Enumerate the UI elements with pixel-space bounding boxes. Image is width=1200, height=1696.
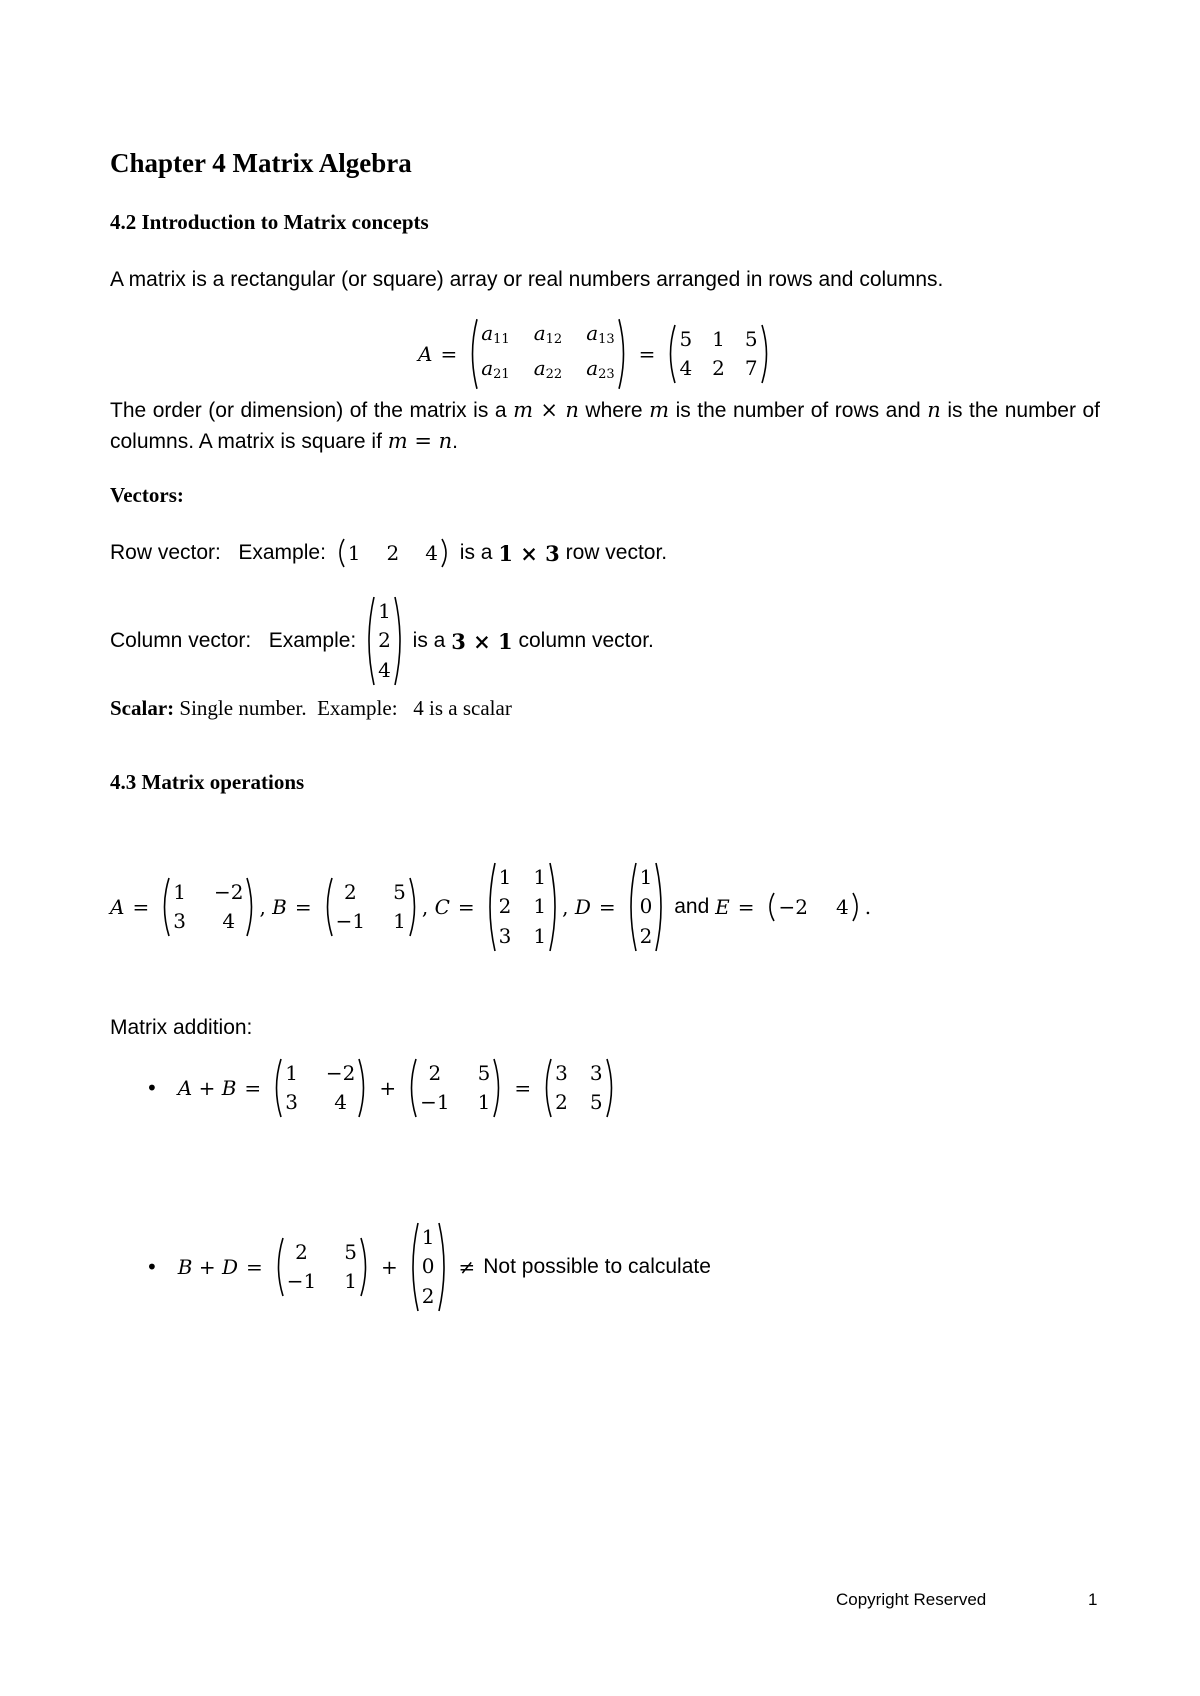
matrix-cell: 5 — [679, 327, 693, 351]
addition-2-line: • B + D = 2 5 −1 1 + 1 0 2 ≠ Not possible to calculate — [146, 1222, 711, 1312]
order-m-eq-n: m = n — [387, 429, 453, 453]
footer-copyright: Copyright Reserved — [836, 1590, 987, 1609]
matrix-A-symbol: A — [418, 342, 433, 366]
scalar-text: Single number. Example: 4 is a scalar — [174, 696, 512, 720]
matrix-cell: 1 — [498, 865, 512, 889]
column-vector-suffix-1: is a — [406, 629, 452, 652]
matrix-cell: 1 — [712, 327, 725, 351]
row-vector-suffix-1: is a — [453, 541, 499, 564]
matrix-cell: −2 — [325, 1061, 356, 1085]
bullet-icon: • — [146, 1076, 158, 1100]
matrix-D — [626, 862, 667, 952]
def-C-equals: = — [457, 895, 475, 919]
addition-1-lhs: A + B — [177, 1076, 237, 1100]
matrix-C — [485, 862, 560, 952]
order-m: m — [649, 398, 670, 422]
matrix-cell: 0 — [639, 894, 653, 919]
order-text-3: is the number of rows and — [669, 399, 928, 422]
matrix-addition-label: Matrix addition: — [110, 1016, 253, 1039]
def-B-symbol: B — [272, 895, 287, 919]
addition-2-note: Not possible to calculate — [483, 1255, 711, 1278]
matrix-cell: 1 — [421, 1225, 435, 1249]
matrix-cell: 1 — [393, 909, 406, 933]
order-paragraph — [110, 395, 1100, 457]
def-E-symbol: E — [715, 895, 730, 919]
order-mxn: m × n — [513, 398, 579, 422]
matrix-definition: A matrix is a rectangular (or square) array or real numbers arranged in rows and columns. — [110, 268, 944, 291]
matrix-cell: $a_{13}$ — [586, 321, 615, 347]
matrix-cell: 2 — [498, 894, 512, 919]
matrix-cell: 3 — [173, 909, 186, 933]
matrix-cell: 4 — [835, 895, 849, 919]
matrix-cell: 3 — [285, 1090, 298, 1114]
matrix-cell: 4 — [334, 1090, 348, 1114]
addition-2-matrix-B — [273, 1237, 371, 1297]
matrix-cell: 1 — [378, 599, 391, 623]
column-vector-line — [110, 596, 654, 686]
matrix-cell: 2 — [386, 541, 400, 565]
matrix-cell: −1 — [335, 909, 366, 933]
matrix-cell: 1 — [533, 923, 547, 948]
matrix-example-equation — [418, 318, 774, 390]
section-heading-4-3: 4.3 Matrix operations — [110, 770, 305, 794]
matrix-cell: 2 — [421, 1283, 435, 1308]
symbolic-matrix — [467, 318, 628, 390]
matrix-cell: $a_{11}$ — [481, 321, 510, 347]
row-vector-line — [110, 538, 667, 568]
vectors-label: Vectors: — [110, 483, 184, 507]
matrix-cell: $a_{22}$ — [533, 356, 563, 382]
matrix-cell: −1 — [420, 1090, 450, 1114]
matrix-cell: 5 — [589, 1090, 603, 1114]
matrix-cell: 2 — [295, 1240, 308, 1264]
row-vector-label: Row vector: Example: — [110, 541, 332, 564]
section-heading-4-2: 4.2 Introduction to Matrix concepts — [110, 210, 429, 234]
addition-1-matrix-B — [406, 1058, 504, 1118]
matrix-cell: 1 — [639, 865, 653, 889]
matrix-cell: 1 — [173, 880, 186, 904]
matrix-cell: 3 — [589, 1061, 603, 1085]
column-vector-label: Column vector: Example: — [110, 629, 363, 652]
order-n: n — [927, 398, 941, 422]
column-vector-suffix-2: column vector. — [512, 629, 654, 652]
matrix-cell: 5 — [344, 1240, 357, 1264]
matrix-cell: 4 — [378, 657, 391, 682]
matrix-cell: 2 — [378, 628, 391, 653]
def-B-equals: = — [294, 895, 312, 919]
matrix-B — [322, 877, 420, 937]
row-vector-suffix-2: row vector. — [559, 541, 668, 564]
matrix-cell: 7 — [744, 356, 758, 380]
matrix-cell: 1 — [347, 541, 361, 565]
scalar-line — [110, 693, 512, 724]
definitions-end: . — [864, 895, 872, 919]
def-A-equals: = — [132, 895, 150, 919]
matrix-cell: 5 — [393, 880, 406, 904]
matrix-cell: 4 — [679, 356, 693, 380]
matrix-cell: 4 — [222, 909, 236, 933]
matrix-cell: $a_{23}$ — [586, 356, 615, 382]
matrix-definitions: A = 1 −2 3 4 , B = 2 5 −1 1 , C = 1 1 2 1 3 1 , D = 1 0 2 and E = −2 4 . — [110, 862, 871, 952]
scalar-label: Scalar: — [110, 696, 175, 720]
def-E-equals: = — [737, 895, 755, 919]
def-C-symbol: C — [434, 895, 450, 919]
footer-page-number: 1 — [1088, 1590, 1098, 1609]
matrix-cell: 2 — [428, 1061, 442, 1085]
matrix-E — [764, 892, 862, 922]
matrix-cell: 1 — [477, 1090, 491, 1114]
matrix-cell: $a_{12}$ — [533, 321, 563, 347]
order-text-1: The order (or dimension) of the matrix is a — [110, 399, 514, 422]
order-text-4: is the number of columns. A matrix is square if — [110, 399, 1100, 453]
matrix-cell: 5 — [477, 1061, 491, 1085]
addition-1-matrix-A — [271, 1058, 369, 1118]
order-text-5: . — [452, 430, 459, 453]
and-text: and — [668, 895, 716, 918]
matrix-cell: 2 — [344, 880, 357, 904]
matrix-A — [159, 877, 257, 937]
column-vector-matrix — [364, 596, 405, 686]
matrix-cell: −1 — [286, 1269, 317, 1293]
matrix-cell: 0 — [421, 1254, 435, 1279]
matrix-cell: −2 — [213, 880, 244, 904]
equals-sign: = — [440, 342, 458, 366]
matrix-cell: −2 — [778, 895, 808, 919]
addition-1-line: • A + B = 1 −2 3 4 + 2 5 −1 1 = 3 3 2 5 — [146, 1058, 619, 1118]
order-text-2: where — [578, 399, 650, 422]
def-D-symbol: D — [574, 895, 591, 919]
bullet-icon: • — [146, 1255, 158, 1279]
def-D-equals: = — [598, 895, 616, 919]
matrix-cell: 2 — [712, 356, 725, 380]
matrix-cell: 1 — [533, 865, 547, 889]
def-A-symbol: A — [110, 895, 125, 919]
matrix-cell: $a_{21}$ — [481, 356, 510, 382]
equals-sign-2: = — [638, 342, 656, 366]
matrix-cell: 1 — [533, 894, 547, 919]
addition-2-matrix-D — [408, 1222, 449, 1312]
numeric-matrix — [665, 324, 771, 384]
chapter-title: Chapter 4 Matrix Algebra — [110, 148, 412, 178]
matrix-cell: 4 — [425, 541, 438, 565]
column-vector-dims: 3 × 1 — [451, 628, 513, 654]
matrix-cell: 1 — [344, 1269, 357, 1293]
matrix-cell: 3 — [555, 1061, 568, 1085]
not-equal-sign: ≠ — [458, 1255, 476, 1279]
addition-1-result — [541, 1058, 616, 1118]
matrix-cell: 2 — [555, 1090, 568, 1114]
addition-2-lhs: B + D — [177, 1255, 239, 1279]
matrix-cell: 1 — [285, 1061, 298, 1085]
matrix-cell: 2 — [639, 923, 653, 948]
matrix-cell: 3 — [498, 923, 512, 948]
row-vector-matrix — [334, 538, 452, 568]
matrix-cell: 5 — [744, 327, 758, 351]
row-vector-dims: 1 × 3 — [498, 540, 560, 566]
